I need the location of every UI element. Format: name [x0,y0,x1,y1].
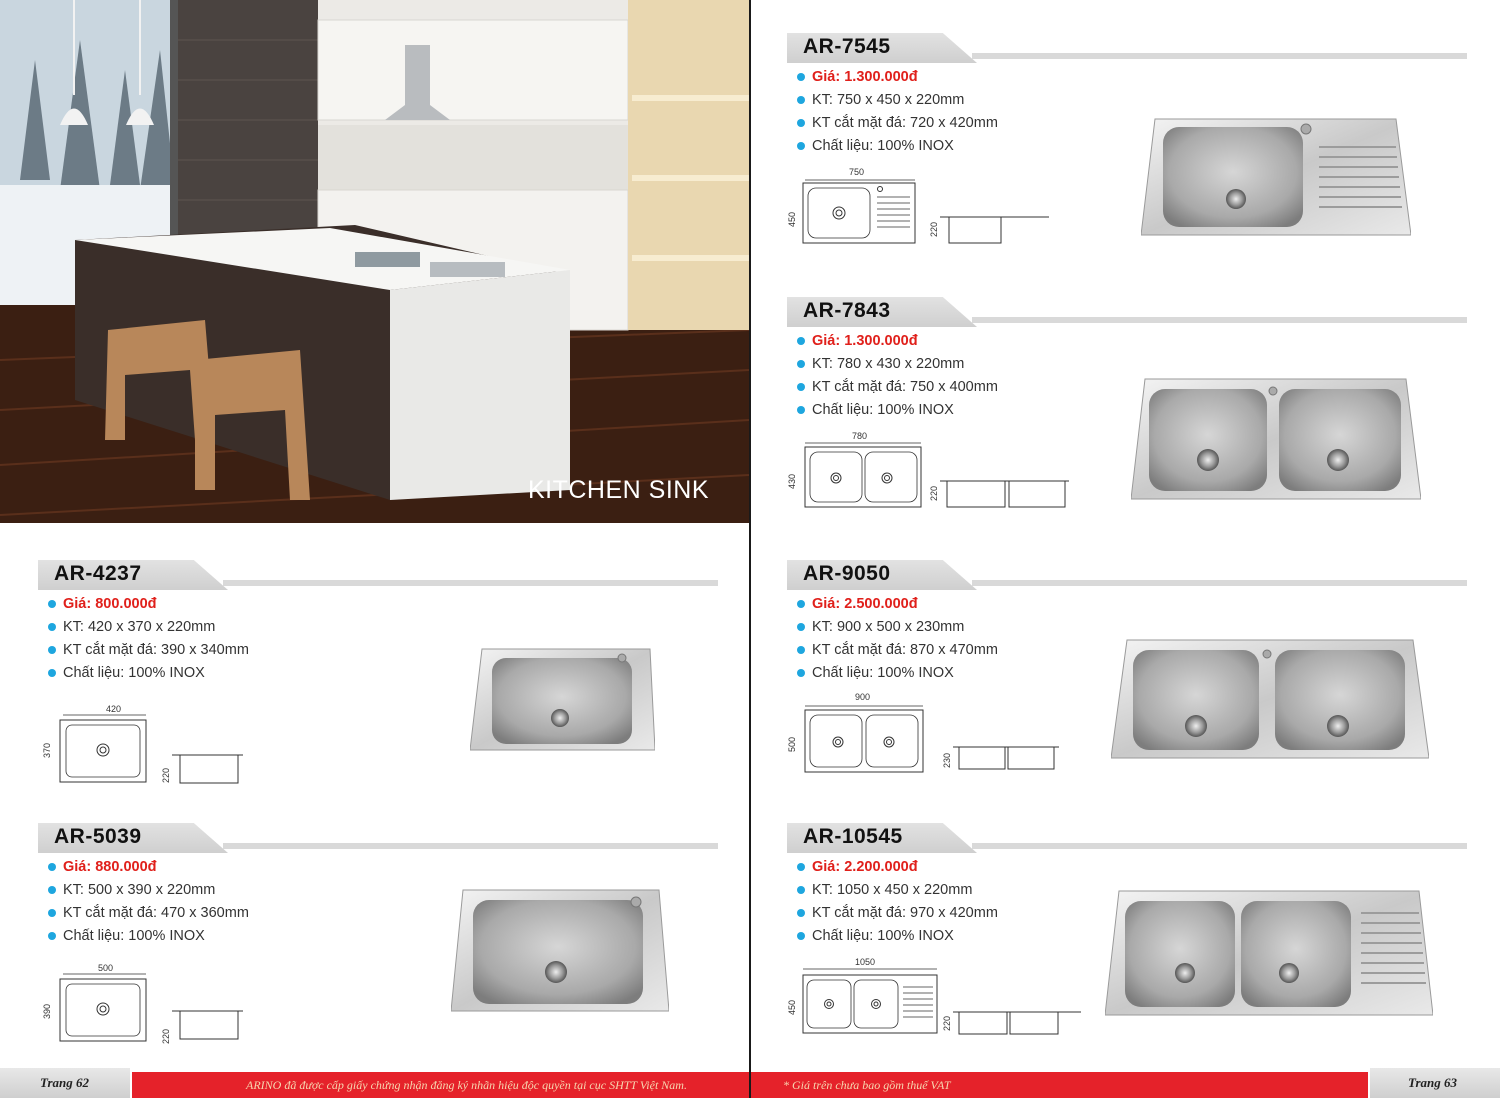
material-spec: Chất liệu: 100% INOX [797,663,998,686]
technical-drawing [787,165,1057,255]
price: Giá: 2.500.000đ [797,594,998,617]
model-name: AR-7843 [803,299,891,322]
material-spec: Chất liệu: 100% INOX [797,136,998,159]
product-card [38,560,728,810]
dim-width: 420 [106,704,122,714]
product-card [787,560,1477,810]
size-spec: KT: 500 x 390 x 220mm [48,880,249,903]
cut-size-spec: KT cắt mặt đá: 720 x 420mm [797,113,998,136]
dim-depth: 500 [787,736,797,752]
dim-height: 220 [161,767,171,783]
spec-list [48,857,249,949]
price: Giá: 880.000đ [48,857,249,880]
model-header [787,33,1467,63]
model-header [787,823,1467,853]
sink-product-photo [470,646,655,754]
model-name: AR-9050 [803,562,891,585]
hero-caption: KITCHEN SINK [527,476,709,504]
dim-width: 900 [855,692,871,702]
model-name: AR-10545 [803,825,903,848]
left-page [0,0,749,1098]
dim-depth: 370 [42,742,52,758]
spec-list [797,67,998,159]
sink-product-photo [1141,117,1411,237]
technical-drawing [787,431,1077,521]
trademark-note: ARINO đã được cấp giấy chứng nhận đăng ký nhãn hiệu độc quyền tại cục SHTT Việt Nam. [132,1072,749,1098]
cut-size-spec: KT cắt mặt đá: 870 x 470mm [797,640,998,663]
dim-depth: 430 [787,473,797,489]
sink-product-photo [1111,638,1429,760]
technical-drawing [787,690,1067,780]
dim-depth: 450 [787,999,797,1015]
material-spec: Chất liệu: 100% INOX [797,400,998,423]
right-page [751,0,1500,1098]
dim-width: 500 [98,963,114,973]
spec-list [797,857,998,949]
technical-drawing [787,955,1087,1045]
cut-size-spec: KT cắt mặt đá: 470 x 360mm [48,903,249,926]
dim-depth: 450 [787,211,797,227]
model-header [38,560,718,590]
model-header [787,297,1467,327]
sink-product-photo [1105,889,1433,1019]
dim-width: 780 [852,431,868,441]
dim-height: 220 [161,1028,171,1044]
material-spec: Chất liệu: 100% INOX [48,926,249,949]
dim-height: 220 [942,1015,952,1031]
size-spec: KT: 1050 x 450 x 220mm [797,880,998,903]
spec-list [797,594,998,686]
technical-drawing [38,959,253,1049]
page-number: Trang 63 [1370,1068,1500,1098]
spec-list [48,594,249,686]
model-header [38,823,718,853]
size-spec: KT: 780 x 430 x 220mm [797,354,998,377]
price: Giá: 1.300.000đ [797,331,998,354]
sink-product-photo [451,887,669,1015]
material-spec: Chất liệu: 100% INOX [48,663,249,686]
dim-width: 1050 [855,957,876,967]
material-spec: Chất liệu: 100% INOX [797,926,998,949]
product-card [787,33,1477,283]
cut-size-spec: KT cắt mặt đá: 750 x 400mm [797,377,998,400]
price: Giá: 1.300.000đ [797,67,998,90]
vat-note: * Giá trên chưa bao gồm thuế VAT [751,1072,1368,1098]
model-header [787,560,1467,590]
size-spec: KT: 900 x 500 x 230mm [797,617,998,640]
dim-height: 230 [942,752,952,768]
size-spec: KT: 420 x 370 x 220mm [48,617,249,640]
product-card [38,823,728,1073]
dim-height: 220 [929,221,939,237]
technical-drawing [38,700,253,790]
size-spec: KT: 750 x 450 x 220mm [797,90,998,113]
dim-width: 750 [849,167,865,177]
product-card [787,823,1477,1073]
kitchen-hero-photo [0,0,749,523]
cut-size-spec: KT cắt mặt đá: 390 x 340mm [48,640,249,663]
page-number: Trang 62 [0,1068,130,1098]
price: Giá: 2.200.000đ [797,857,998,880]
product-card [787,297,1477,547]
spec-list [797,331,998,423]
cut-size-spec: KT cắt mặt đá: 970 x 420mm [797,903,998,926]
model-name: AR-5039 [54,825,142,848]
footer [751,1068,1500,1098]
dim-depth: 390 [42,1003,52,1019]
sink-product-photo [1131,377,1421,502]
dim-height: 220 [929,485,939,501]
model-name: AR-7545 [803,35,891,58]
price: Giá: 800.000đ [48,594,249,617]
footer [0,1068,749,1098]
model-name: AR-4237 [54,562,142,585]
